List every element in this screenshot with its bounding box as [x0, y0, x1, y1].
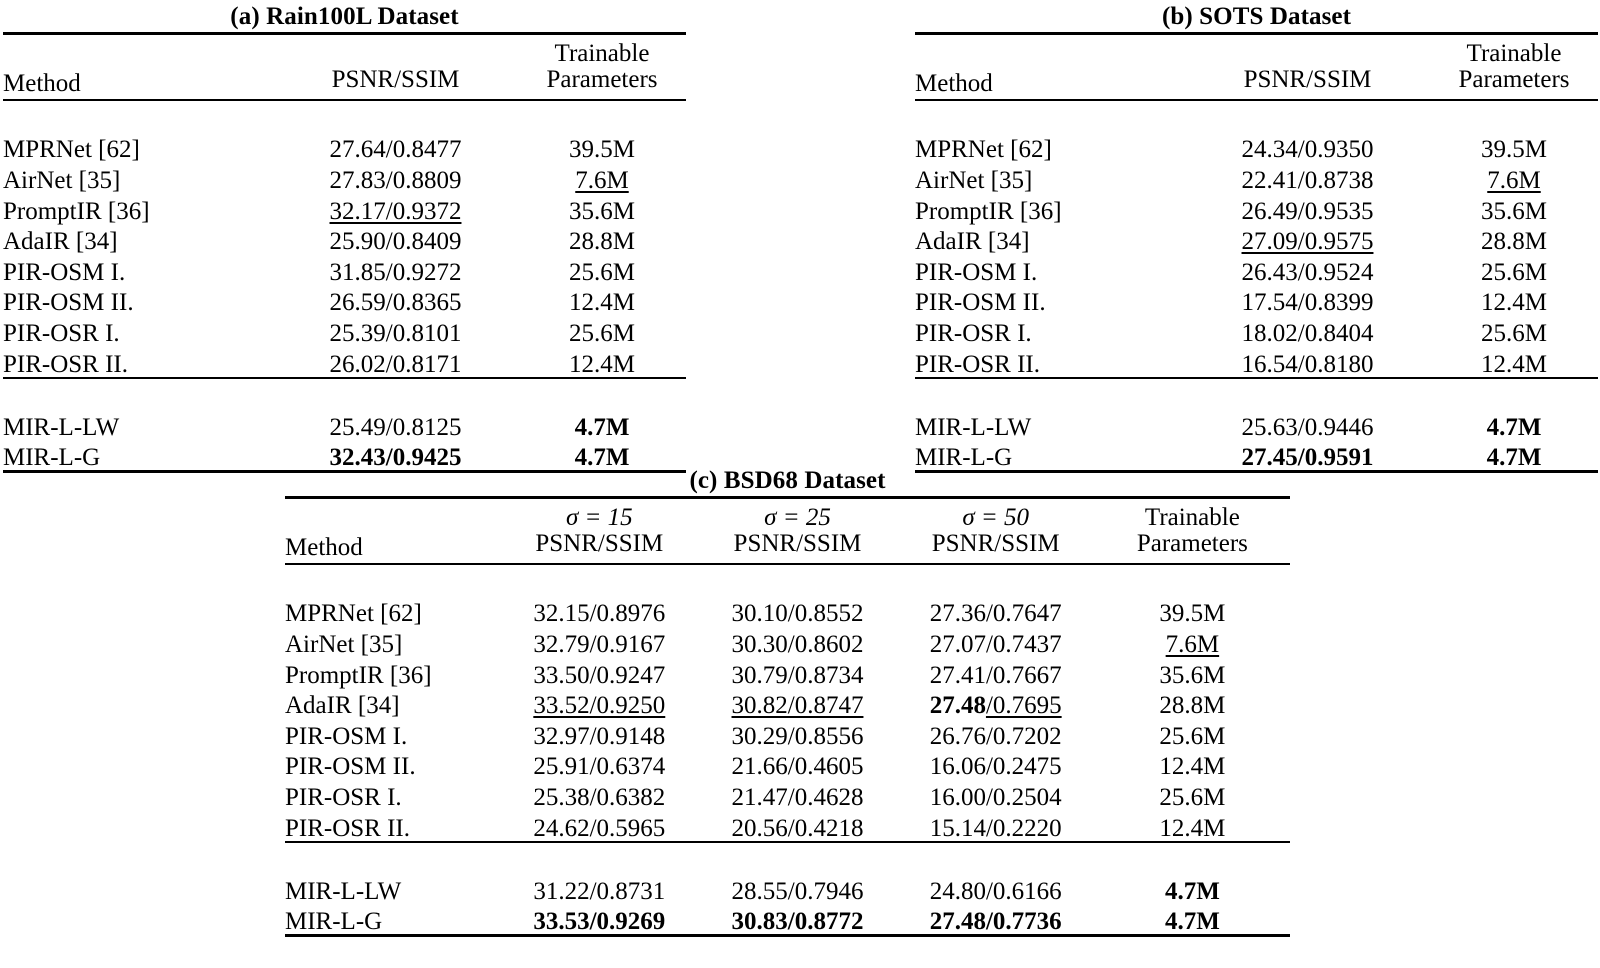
cell-method: MIR-L-G: [3, 444, 101, 472]
cell-sigma15: 24.62/0.5965: [533, 814, 666, 842]
cell-psnr: 16.54/0.8180: [1241, 350, 1374, 378]
cell-method: MIR-L-G: [915, 444, 1013, 472]
table-c-header-sigma15-line2: PSNR/SSIM: [535, 529, 664, 557]
cell-params: 4.7M: [1486, 413, 1542, 441]
cell-sigma25: 30.79/0.8734: [731, 661, 864, 689]
table-c-toprule: [285, 498, 1290, 565]
table-row: [285, 626, 1290, 657]
table-c-bsd68: [285, 468, 1290, 968]
cell-sigma15: 25.38/0.6382: [533, 784, 666, 811]
table-row: [915, 132, 1598, 163]
table-row: [3, 254, 686, 285]
cell-params: 28.8M: [569, 228, 635, 256]
cell-sigma50: 27.36/0.7647: [929, 600, 1062, 628]
cell-method: MIR-L-G: [285, 908, 383, 936]
table-b-caption: (b) SOTS Dataset: [1161, 3, 1352, 30]
cell-psnr: 27.83/0.8809: [329, 167, 462, 195]
table-row: [285, 779, 1290, 810]
cell-method: AirNet [35]: [915, 167, 1033, 195]
cell-sigma50: 27.41/0.7667: [929, 661, 1062, 689]
cell-psnr: 26.43/0.9524: [1241, 258, 1374, 286]
cell-params: 7.6M: [1165, 631, 1220, 659]
cell-params: 35.6M: [1481, 197, 1547, 225]
cell-params: 35.6M: [1159, 661, 1226, 689]
table-row: [3, 346, 686, 378]
cell-method: MPRNet [62]: [285, 600, 422, 628]
cell-sigma50: 27.48/0.7695: [929, 692, 1062, 720]
cell-sigma50: 16.00/0.2504: [929, 784, 1062, 811]
table-b-header-params-line2: Parameters: [1458, 65, 1570, 93]
cell-sigma50: 27.48/0.7736: [929, 908, 1062, 936]
table-a-header-params: [518, 34, 686, 101]
cell-sigma25: 21.66/0.4605: [731, 753, 864, 781]
cell-params: 12.4M: [1159, 753, 1226, 781]
table-a-rain100l: [3, 4, 686, 504]
cell-method: MIR-L-LW: [3, 413, 120, 441]
cell-sigma25: 28.55/0.7946: [731, 877, 864, 905]
table-row: [285, 688, 1290, 719]
table-b-body: [915, 100, 1598, 504]
cell-sigma25: 30.29/0.8556: [731, 722, 864, 750]
table-a-body: [3, 100, 686, 504]
cell-sigma25: 30.30/0.8602: [731, 631, 864, 659]
cell-sigma15: 32.15/0.8976: [533, 600, 666, 628]
cell-params: 12.4M: [569, 350, 635, 378]
cell-psnr: 18.02/0.8404: [1241, 320, 1374, 347]
cell-method: PIR-OSM II.: [285, 753, 416, 781]
cell-params: 25.6M: [1481, 320, 1547, 347]
cell-params: 7.6M: [1487, 167, 1541, 195]
cell-psnr: 32.17/0.9372: [329, 197, 462, 225]
cell-params: 4.7M: [1164, 877, 1220, 905]
table-b-header-params-line1: Trainable: [1466, 40, 1562, 68]
cell-method: PIR-OSM I.: [915, 258, 1038, 286]
table-row: [915, 193, 1598, 224]
table-row: [3, 224, 686, 255]
cell-params: 28.8M: [1481, 228, 1547, 256]
table-row-ours: [3, 409, 686, 440]
table-c-header-sigma50-line2: PSNR/SSIM: [931, 529, 1060, 557]
table-row: [915, 162, 1598, 193]
cell-sigma15: 31.22/0.8731: [533, 877, 666, 905]
cell-method: MPRNet [62]: [915, 136, 1052, 164]
cell-params: 25.6M: [1481, 258, 1547, 286]
cell-params: 12.4M: [1481, 350, 1547, 378]
table-a-header-params-line1: Trainable: [554, 40, 650, 68]
cell-sigma25: 30.82/0.8747: [731, 692, 864, 720]
cell-sigma50: 16.06/0.2475: [929, 753, 1062, 781]
table-c-header-params: [1095, 498, 1290, 565]
cell-method: AirNet [35]: [3, 167, 121, 195]
table-c-header-sigma50: [897, 498, 1095, 565]
cell-psnr: 25.39/0.8101: [329, 320, 462, 347]
table-row-ours: [285, 904, 1290, 936]
cell-method: PromptIR [36]: [285, 661, 432, 689]
cell-method: AdaIR [34]: [3, 228, 118, 256]
table-b-header-method: Method: [915, 34, 1185, 101]
cell-params: 35.6M: [569, 197, 635, 225]
table-a-header-method: Method: [3, 34, 273, 101]
cell-params: 39.5M: [1481, 136, 1547, 164]
cell-psnr: 26.49/0.9535: [1241, 197, 1374, 225]
table-row: [3, 315, 686, 346]
table-b-grid: [915, 32, 1598, 504]
cell-psnr: 25.49/0.8125: [329, 413, 462, 441]
cell-sigma50: 26.76/0.7202: [929, 722, 1062, 750]
table-c-header-sigma15-line1: σ = 15: [565, 504, 633, 532]
cell-psnr: 27.09/0.9575: [1241, 228, 1374, 256]
table-row: [915, 315, 1598, 346]
cell-sigma15: 32.97/0.9148: [533, 722, 666, 750]
cell-params: 12.4M: [1159, 814, 1226, 842]
cell-psnr: 25.90/0.8409: [329, 228, 462, 256]
cell-params: 12.4M: [1481, 289, 1547, 317]
cell-psnr: 17.54/0.8399: [1241, 289, 1374, 317]
table-row: [3, 285, 686, 316]
table-row: [915, 346, 1598, 378]
cell-sigma50: 27.07/0.7437: [929, 631, 1062, 659]
cell-method: PIR-OSM I.: [285, 722, 408, 750]
cell-method: PIR-OSM II.: [3, 289, 134, 317]
cell-sigma50: 15.14/0.2220: [929, 814, 1062, 842]
cell-params: 4.7M: [574, 444, 630, 472]
cell-sigma15: 25.91/0.6374: [533, 753, 666, 781]
table-row: [3, 162, 686, 193]
table-row: [3, 193, 686, 224]
cell-psnr: 26.02/0.8171: [329, 350, 462, 378]
table-row: [285, 718, 1290, 749]
table-row: [915, 224, 1598, 255]
table-c-header-sigma25-line2: PSNR/SSIM: [733, 529, 862, 557]
cell-sigma15: 33.52/0.9250: [533, 692, 666, 720]
table-row: [915, 254, 1598, 285]
cell-psnr: 24.34/0.9350: [1241, 136, 1374, 164]
cell-params: 25.6M: [569, 258, 635, 286]
cell-method: PIR-OSR I.: [285, 784, 402, 811]
cell-sigma50: 24.80/0.6166: [929, 877, 1062, 905]
cell-sigma15: 33.53/0.9269: [533, 908, 666, 936]
cell-method: MIR-L-LW: [285, 877, 402, 905]
table-c-caption: (c) BSD68 Dataset: [689, 467, 886, 494]
cell-params: 39.5M: [1159, 600, 1226, 628]
table-c-header-sigma25-line1: σ = 25: [764, 504, 831, 532]
table-row-ours: [915, 409, 1598, 440]
cell-sigma25: 20.56/0.4218: [731, 814, 864, 842]
table-c-grid: [285, 496, 1290, 968]
cell-method: PIR-OSR II.: [3, 350, 129, 378]
table-c-header-sigma50-line1: σ = 50: [962, 504, 1030, 532]
table-row: [285, 749, 1290, 780]
table-a-header-psnr: PSNR/SSIM: [273, 34, 518, 101]
table-row-ours: [285, 873, 1290, 904]
table-b-sots: [915, 4, 1598, 504]
table-c-header-sigma25: [698, 498, 896, 565]
table-a-toprule: [3, 34, 686, 101]
cell-method: PromptIR [36]: [915, 197, 1062, 225]
table-c-header-params-line1: Trainable: [1144, 504, 1240, 532]
cell-psnr: 25.63/0.9446: [1241, 413, 1374, 441]
cell-method: PIR-OSM II.: [915, 289, 1046, 317]
cell-method: PIR-OSR I.: [915, 320, 1032, 347]
cell-sigma25: 21.47/0.4628: [731, 784, 864, 811]
cell-sigma25: 30.10/0.8552: [731, 600, 864, 628]
cell-method: PIR-OSR II.: [285, 814, 411, 842]
table-row: [285, 596, 1290, 627]
cell-method: MIR-L-LW: [915, 413, 1032, 441]
cell-psnr: 27.64/0.8477: [329, 136, 462, 164]
table-c-header-sigma15: [500, 498, 698, 565]
table-b-header-params: [1430, 34, 1598, 101]
cell-psnr: 26.59/0.8365: [329, 289, 462, 317]
table-a-caption: (a) Rain100L Dataset: [230, 3, 459, 30]
cell-method: PromptIR [36]: [3, 197, 150, 225]
table-c-header-params-line2: Parameters: [1136, 529, 1248, 557]
cell-params: 4.7M: [574, 413, 630, 441]
cell-params: 25.6M: [1159, 722, 1226, 750]
cell-params: 4.7M: [1486, 444, 1542, 472]
table-c-body: [285, 564, 1290, 968]
cell-sigma25: 30.83/0.8772: [731, 908, 864, 936]
table-a-header-params-line2: Parameters: [546, 65, 658, 93]
cell-params: 4.7M: [1164, 908, 1220, 936]
cell-params: 28.8M: [1159, 692, 1226, 720]
cell-params: 12.4M: [569, 289, 635, 317]
table-c-header-method: Method: [285, 498, 500, 565]
cell-params: 25.6M: [1159, 784, 1226, 811]
cell-psnr: 27.45/0.9591: [1241, 444, 1374, 472]
table-row: [285, 810, 1290, 842]
cell-psnr: 32.43/0.9425: [329, 444, 462, 472]
cell-params: 7.6M: [575, 167, 629, 195]
cell-psnr: 31.85/0.9272: [329, 258, 462, 286]
table-a-grid: [3, 32, 686, 504]
cell-sigma15: 33.50/0.9247: [533, 661, 666, 689]
cell-method: AdaIR [34]: [285, 692, 400, 720]
cell-method: PIR-OSR I.: [3, 320, 120, 347]
cell-method: AdaIR [34]: [915, 228, 1030, 256]
table-row: [915, 285, 1598, 316]
cell-params: 25.6M: [569, 320, 635, 347]
cell-method: PIR-OSM I.: [3, 258, 126, 286]
cell-method: PIR-OSR II.: [915, 350, 1041, 378]
cell-params: 39.5M: [569, 136, 635, 164]
cell-method: AirNet [35]: [285, 631, 403, 659]
table-b-header-psnr: PSNR/SSIM: [1185, 34, 1430, 101]
cell-sigma15: 32.79/0.9167: [533, 631, 666, 659]
table-row: [285, 657, 1290, 688]
table-b-toprule: [915, 34, 1598, 101]
table-row: [3, 132, 686, 163]
cell-psnr: 22.41/0.8738: [1241, 167, 1374, 195]
cell-method: MPRNet [62]: [3, 136, 140, 164]
